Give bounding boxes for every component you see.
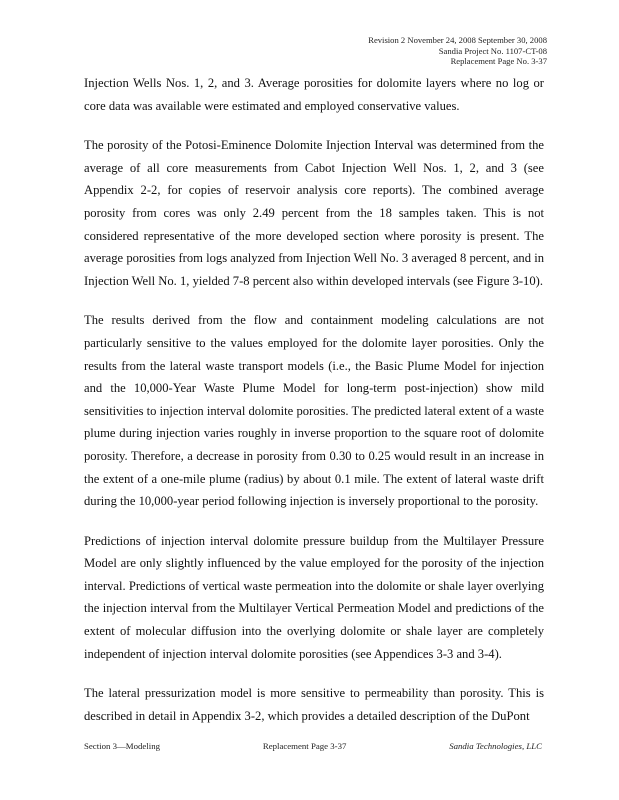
footer-page: Replacement Page 3-37 <box>262 741 347 751</box>
paragraph-5: The lateral pressurization model is more sensitive to permeability than porosity. This is described in detail in Appendix 3-2, which provides a detailed description of the DuPont <box>84 686 544 723</box>
paragraph-1: Injection Wells Nos. 1, 2, and 3. Average porosities for dolomite layers where no log or core data was available were estimated and employed conservative values. <box>84 76 544 113</box>
replacement-page-number: Replacement Page No. 3-37 <box>450 56 547 67</box>
project-number: Sandia Project No. 1107-CT-08 <box>438 45 547 56</box>
document-body <box>84 72 544 727</box>
paragraph-3: The results derived from the flow and containment modeling calculations are not particularly sensitive to the values employed for the dolomite layer porosities. Only the results from the lateral waste transport models (i.e., the Basic Plume Model for injection and the 10,000-Year Waste Plume Model for long-term post-injection) show mild sensitivities to injection interval dolomite porosities. The predicted lateral extent of a waste plume during injection varies roughly in inverse proportion to the square root of dolomite porosity. Therefore, a decrease in porosity from 0.30 to 0.25 would result in an increase in the extent of a one-mile plume (radius) by about 0.1 mile. The extent of lateral waste drift during the 10,000-year period following injection is inversely proportional to the porosity. <box>84 313 544 509</box>
paragraph-4: Predictions of injection interval dolomite pressure buildup from the Multilayer Pressure Model are only slightly influenced by the value employed for the porosity of the injection interval. Predictions of vertical waste permeation into the dolomite or shale layer overlying the injection interval from the Multilayer Vertical Permeation Model and predictions of the extent of molecular diffusion into the overlying dolomite or shale layer are completely independent of injection interval dolomite porosities (see Appendices 3-3 and 3-4). <box>84 533 544 661</box>
revision-line: Revision 2 November 24, 2008 September 30, 2008 <box>368 35 547 45</box>
footer-section: Section 3—Modeling <box>84 741 160 751</box>
footer-company: Sandia Technologies, LLC <box>449 741 542 751</box>
paragraph-2: The porosity of the Potosi-Eminence Dolomite Injection Interval was determined from the average of all core measurements from Cabot Injection Well Nos. 1, 2, and 3 (see Appendix 2-2, for copies of reservoir analysis core reports). The combined average porosity from cores was only 2.49 percent from the 18 samples taken. This is not considered representative of the more developed section where porosity is present. The average porosities from logs analyzed from Injection Well No. 3 averaged 8 percent, and in Injection Well No. 1, yielded 7-8 percent also within developed intervals (see Figure 3-10). <box>84 138 544 288</box>
page-header <box>368 35 547 67</box>
page-footer <box>84 741 542 751</box>
